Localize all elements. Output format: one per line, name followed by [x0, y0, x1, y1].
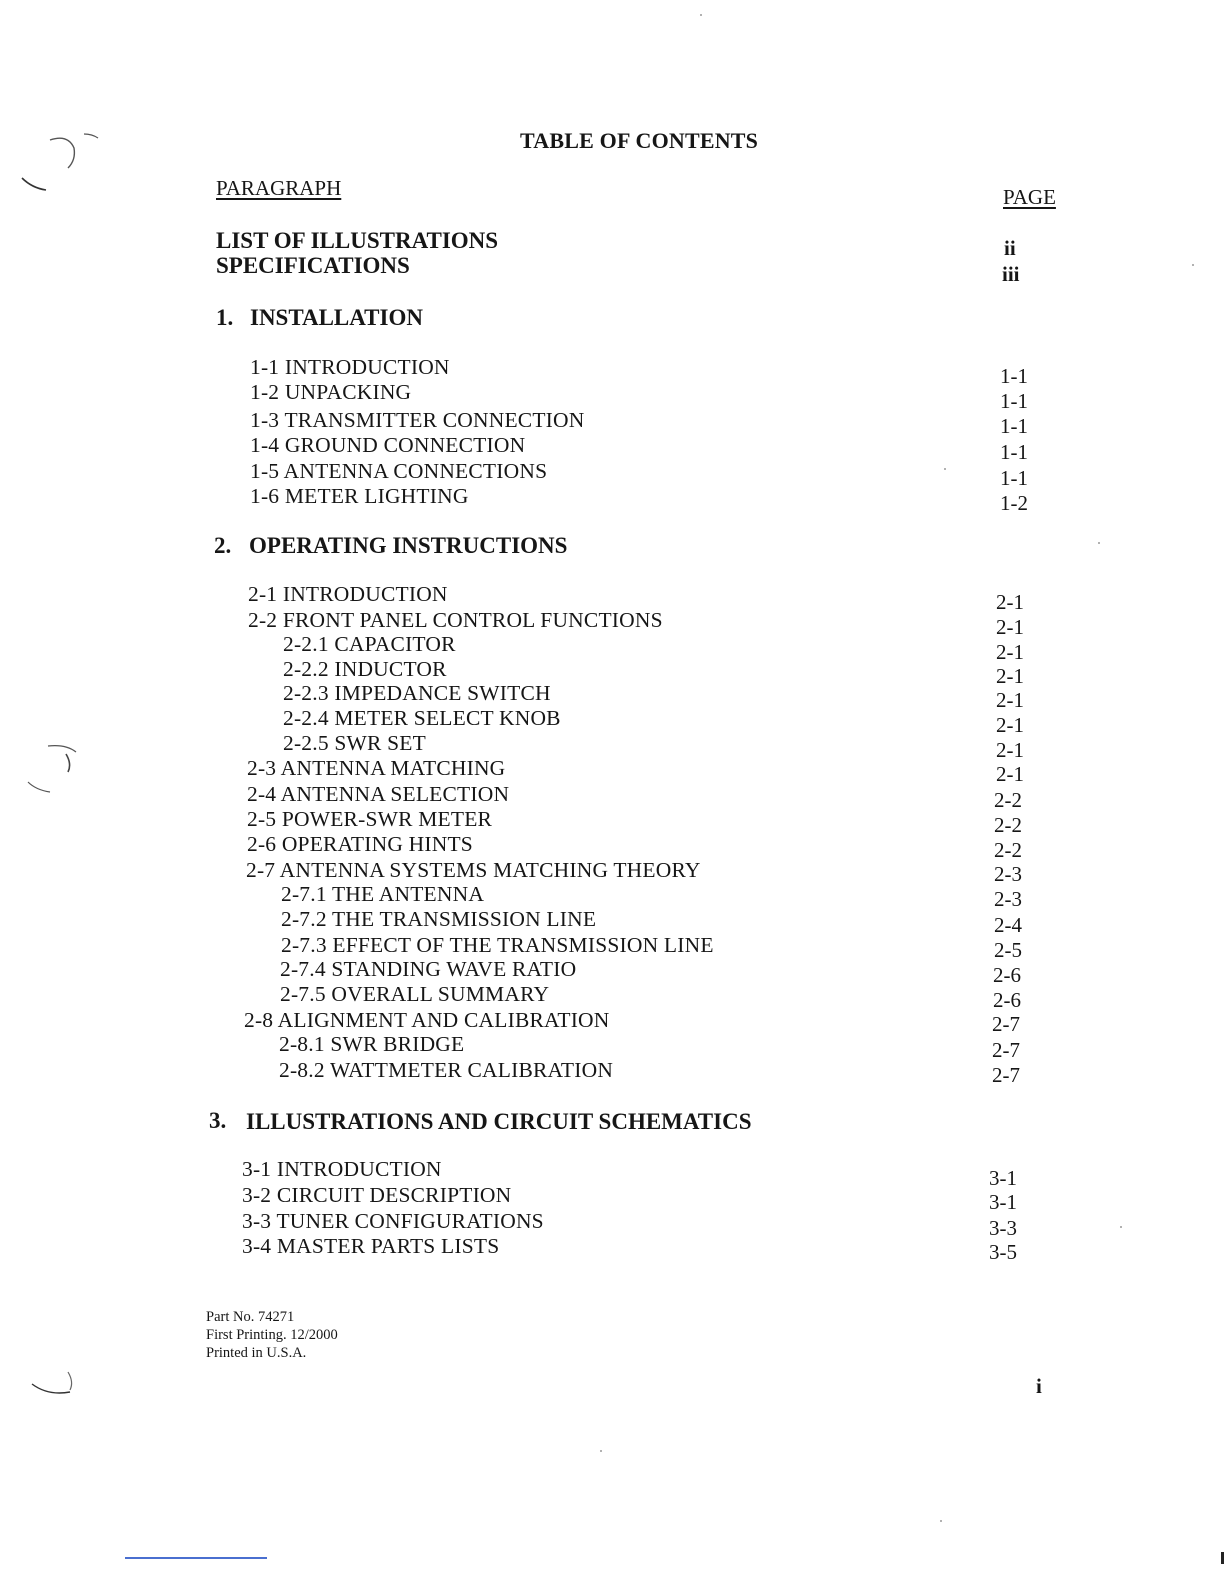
toc-entry: 2-2.3 IMPEDANCE SWITCH	[283, 681, 551, 705]
toc-page-number: 3-1	[989, 1166, 1017, 1190]
toc-page-number: 2-1	[996, 640, 1024, 664]
toc-entry: 2-7.4 STANDING WAVE RATIO	[280, 957, 577, 981]
scan-speck	[700, 14, 702, 16]
toc-entry: 2-2.4 METER SELECT KNOB	[283, 706, 561, 730]
toc-page-number: 1-1	[1000, 414, 1028, 438]
toc-page-number: 2-1	[996, 590, 1024, 614]
toc-entry: 2-3 ANTENNA MATCHING	[247, 756, 506, 780]
toc-page-list-of-illustrations: ii	[1004, 236, 1016, 260]
scan-edge-line	[125, 1557, 267, 1559]
toc-entry: 2-7.5 OVERALL SUMMARY	[280, 982, 550, 1006]
toc-entry: 1-6 METER LIGHTING	[250, 484, 469, 508]
toc-page-number: 2-1	[996, 762, 1024, 786]
toc-page-number: 2-1	[996, 615, 1024, 639]
toc-entry: 2-7.1 THE ANTENNA	[281, 882, 485, 906]
toc-page-number: 2-7	[992, 1038, 1020, 1062]
toc-entry: 1-2 UNPACKING	[250, 380, 412, 404]
section-number-3: 3.	[209, 1108, 227, 1133]
toc-entry: 2-2 FRONT PANEL CONTROL FUNCTIONS	[248, 608, 663, 632]
punch-hole-mark-bottom	[28, 1368, 88, 1408]
footer-part-number: Part No. 74271	[206, 1309, 295, 1325]
toc-entry: 2-8.2 WATTMETER CALIBRATION	[279, 1058, 614, 1082]
section-number-2: 2.	[214, 533, 232, 558]
toc-entry: 2-8.1 SWR BRIDGE	[279, 1032, 465, 1056]
toc-entry: 3-4 MASTER PARTS LISTS	[242, 1234, 500, 1258]
scan-speck	[1120, 1226, 1122, 1228]
toc-entry: 1-4 GROUND CONNECTION	[250, 433, 526, 457]
toc-page-number: 2-6	[993, 963, 1021, 987]
footer-printing: First Printing. 12/2000	[206, 1327, 338, 1343]
toc-entry: 2-2.2 INDUCTOR	[283, 657, 447, 681]
toc-entry: 2-7.2 THE TRANSMISSION LINE	[281, 907, 597, 931]
toc-entry: 2-7 ANTENNA SYSTEMS MATCHING THEORY	[246, 858, 701, 882]
toc-entry: 2-4 ANTENNA SELECTION	[247, 782, 510, 806]
page-column-header: PAGE	[1003, 185, 1056, 209]
toc-entry: 3-2 CIRCUIT DESCRIPTION	[242, 1183, 512, 1207]
toc-page-number: 2-1	[996, 738, 1024, 762]
toc-entry: 2-6 OPERATING HINTS	[247, 832, 473, 856]
toc-page-number: 2-7	[992, 1063, 1020, 1087]
toc-page-number: 2-2	[994, 813, 1022, 837]
toc-entry: 3-3 TUNER CONFIGURATIONS	[242, 1209, 544, 1233]
toc-page-number: 2-6	[993, 988, 1021, 1012]
toc-page-specifications: iii	[1002, 262, 1020, 286]
page-number: i	[1036, 1374, 1042, 1398]
toc-page-number: 3-3	[989, 1216, 1017, 1240]
toc-page-number: 3-1	[989, 1190, 1017, 1214]
toc-entry: 1-5 ANTENNA CONNECTIONS	[250, 459, 548, 483]
scan-speck	[1192, 264, 1194, 266]
toc-page-number: 2-5	[994, 938, 1022, 962]
scan-speck	[600, 1450, 602, 1452]
section-number-1: 1.	[216, 305, 234, 330]
toc-page-number: 2-3	[994, 887, 1022, 911]
toc-page-number: 1-1	[1000, 389, 1028, 413]
toc-entry: 2-7.3 EFFECT OF THE TRANSMISSION LINE	[281, 933, 714, 957]
toc-page-number: 2-1	[996, 713, 1024, 737]
punch-hole-mark-middle	[26, 740, 86, 800]
toc-page-number: 2-2	[994, 838, 1022, 862]
toc-page-number: 2-2	[994, 788, 1022, 812]
toc-page-number: 1-2	[1000, 491, 1028, 515]
punch-hole-mark-top	[20, 128, 100, 198]
paragraph-column-header: PARAGRAPH	[216, 176, 342, 200]
section-title-installation: INSTALLATION	[250, 305, 423, 330]
toc-page-number: 2-3	[994, 862, 1022, 886]
toc-entry-list-of-illustrations: LIST OF ILLUSTRATIONS	[216, 228, 499, 253]
toc-entry: 3-1 INTRODUCTION	[242, 1157, 442, 1181]
footer-printed-in: Printed in U.S.A.	[206, 1345, 307, 1361]
toc-page-number: 1-1	[1000, 364, 1028, 388]
toc-entry: 2-2.1 CAPACITOR	[283, 632, 456, 656]
toc-page-number: 1-1	[1000, 466, 1028, 490]
toc-page-number: 1-1	[1000, 440, 1028, 464]
toc-entry: 2-8 ALIGNMENT AND CALIBRATION	[244, 1008, 610, 1032]
section-title-operating-instructions: OPERATING INSTRUCTIONS	[249, 533, 568, 558]
toc-page-number: 3-5	[989, 1240, 1017, 1264]
toc-entry: 2-2.5 SWR SET	[283, 731, 426, 755]
toc-page-number: 2-1	[996, 664, 1024, 688]
toc-entry-specifications: SPECIFICATIONS	[216, 253, 410, 278]
scan-speck	[940, 1520, 942, 1522]
toc-entry: 1-1 INTRODUCTION	[250, 355, 450, 379]
page-title: TABLE OF CONTENTS	[520, 128, 759, 153]
toc-entry: 2-1 INTRODUCTION	[248, 582, 448, 606]
toc-page-number: 2-4	[994, 913, 1022, 937]
toc-entry: 1-3 TRANSMITTER CONNECTION	[250, 408, 585, 432]
toc-page-number: 2-7	[992, 1012, 1020, 1036]
scan-speck	[1098, 542, 1100, 544]
toc-entry: 2-5 POWER-SWR METER	[247, 807, 493, 831]
section-title-illustrations-and-circuit-schematics: ILLUSTRATIONS AND CIRCUIT SCHEMATICS	[246, 1109, 752, 1134]
scan-speck	[944, 468, 946, 470]
toc-page-number: 2-1	[996, 688, 1024, 712]
